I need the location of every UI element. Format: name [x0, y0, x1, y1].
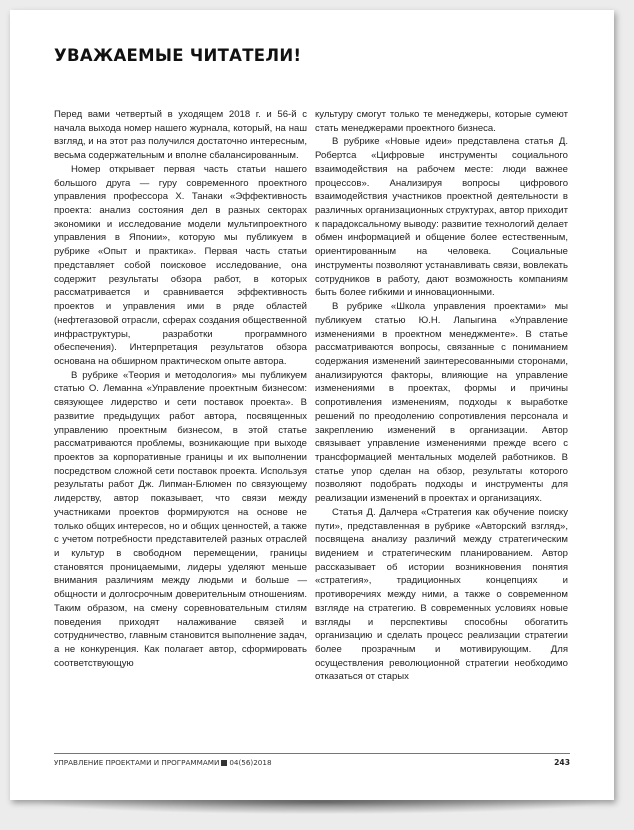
magazine-page	[10, 10, 614, 800]
page-number: 243	[554, 758, 570, 767]
journal-name: УПРАВЛЕНИЕ ПРОЕКТАМИ И ПРОГРАММАМИ	[54, 758, 220, 767]
paragraph: Статья Д. Далчера «Стратегия как обучение поиску пути», представленная в рубрике «Авторский взгляд», посвящена анализу различий между стратегическим видением и стратегическим планированием. Автор рассказывает об истории возникновения понятия «стратегия», традиционных концепциях и противоречиях между ними, а также о современном взгляде на стратегию. В современных условиях новые взгляды и перспективы способны обогатить организацию и сделать процесс реализации стратегии более прозрачным и мотивирующим. Для осуществления революционной стратегии необходимо отказаться от старых	[315, 506, 568, 683]
issue-number: 04(56)2018	[229, 758, 272, 767]
paragraph: культуру смогут только те менеджеры, которые сумеют стать менеджерами проектного бизнеса.	[315, 109, 568, 134]
square-separator-icon	[221, 760, 227, 766]
page-footer	[54, 753, 570, 767]
page-title: УВАЖАЕМЫЕ ЧИТАТЕЛИ!	[54, 46, 302, 65]
text-column-right	[315, 108, 568, 684]
paragraph: Номер открывает первая часть статьи нашего большого друга — гуру современного проектного управления профессора Х. Танаки «Эффективность проекта: анализ состояния дел в разных секторах экономики и исследование модели мультипроектного управления в Японии», которую мы публикуем в рубрике «Опыт и практика». Первая часть статьи представляет собой поисковое исследование, она содержит результаты обзора работ, в которых рассматривается и сравнивается эффективность проектов и управления ими в ряде областей (нефтегазовой отрасли, сферах создания общественной инфраструктуры, разработки программного обеспечения). Интерпретация результатов обзора основана на обширном практическом опыте автора.	[54, 163, 307, 367]
paragraph: В рубрике «Школа управления проектами» мы публикуем статью Ю.Н. Лапыгина «Управление изменениями в проектном менеджменте». В статье рассматриваются вопросы, связанные с пониманием содержания изменений заинтересованными сторонами, анализируются факторы, влияющие на управление изменениями в проектах, формы и причины сопротивления изменениям, подходы к выработке решений по преодолению сопротивления персонала и закреплению изменений в организации. Автор связывает управление изменениями прежде всего с трансформацией ментальных моделей работников. В статье упор сделан на обзор, результаты которого позволяют подобрать подходы и инструменты для реализации изменений в проектах и организациях.	[315, 301, 568, 505]
paragraph: В рубрике «Новые идеи» представлена статья Д. Робертса «Цифровые инструменты социального взаимодействия на рабочем месте: люди важнее процессов». Анализируя вопросы цифрового взаимодействия участников проектной деятельности в различных организационных структурах, автор приходит к парадоксальному выводу: развитие технологий делает обмен информацией и общение более естественным, ориентированным на человека. Социальные инструменты позволяют устанавливать связи, вовлекать сотрудников в работу, дают возможность компаниям быть более гибкими и инновационными.	[315, 136, 568, 299]
text-column-left	[54, 108, 307, 670]
paragraph: Перед вами четвертый в уходящем 2018 г. и 56-й с начала выхода номер нашего журнала, который, на наш взгляд, и на этот раз получился достаточно интересным, весьма содержательным и вполне сбалансированным.	[54, 109, 307, 162]
footer-journal-info	[54, 758, 272, 767]
paragraph: В рубрике «Теория и методология» мы публикуем статью О. Леманна «Управление проектным бизнесом: связующее лидерство и сети поставок проекта». В развитие предыдущих работ автора, посвященных управлению проектным бизнесом, в этой статье рассматриваются проблемы, возникающие при выходе проектов за корпоративные границы и их выполнении посредством сложной сети поставок проекта. Используя результаты работ Дж. Липман-Блюмен по связующему лидерству, автор показывает, что связи между участниками проектов формируются на основе не только общих интересов, но и общих ценностей, а также с учетом потребности представителей разных отраслей и культур в свободном перемещении, границы становятся проницаемыми, лидеры уделяют меньше внимания различиям между людьми и больше — общности и долгосрочным доверительным отношениям. Таким образом, на смену соревновательным стилям поведения приходят налаживание связей и сотрудничество, главным становится выполнение задач, а не конкуренция. Как полагает автор, сформировать соответствующую	[54, 369, 307, 669]
